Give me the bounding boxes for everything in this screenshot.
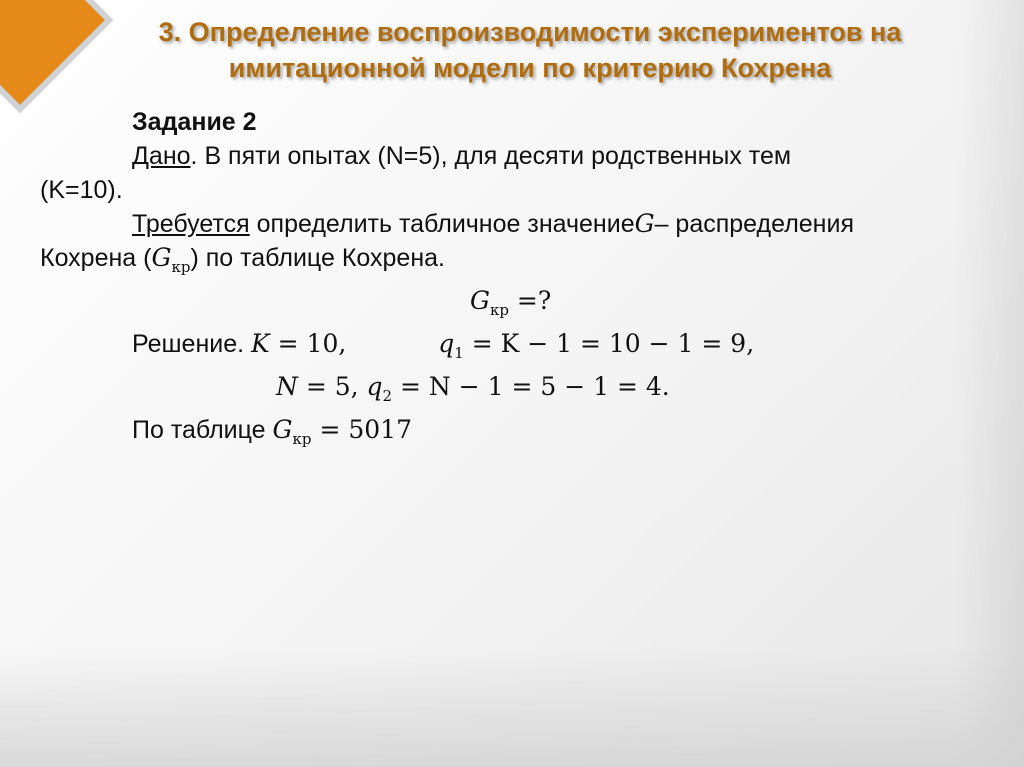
required-line-1 (40, 207, 980, 241)
given-text: . В пяти опытах (N=5), для десяти родственных тем (190, 142, 792, 170)
given-line-2: (K=10). (40, 176, 123, 204)
required-text-b: – распределения (654, 210, 854, 238)
question-subscript: кр (489, 301, 509, 319)
q2-equation: = N − 1 = 5 − 1 = 4. (392, 372, 670, 401)
question-formula (40, 284, 980, 327)
required-text-2a: Кохрена ( (40, 244, 152, 272)
q1-subscript: 1 (454, 344, 464, 362)
symbol-g-kr: G (151, 243, 172, 272)
table-label: По таблице (132, 416, 266, 444)
n-symbol: N (276, 372, 298, 401)
solution-k: K (251, 329, 270, 358)
question-g: G (470, 286, 490, 315)
q2-symbol: q (366, 372, 383, 401)
solution-line-2 (40, 370, 980, 413)
slide-title (70, 14, 990, 86)
solution-line-1 (40, 327, 980, 370)
table-line (40, 413, 980, 456)
required-text-2b: ) по таблице Кохрена. (190, 244, 445, 272)
slide-body (40, 105, 980, 456)
q2-subscript: 2 (382, 387, 393, 405)
required-line-2 (40, 241, 980, 284)
given-sentence (132, 139, 791, 173)
given-line-1 (40, 139, 980, 173)
required-text-a: определить табличное значение (256, 210, 635, 238)
given-label: Дано (132, 142, 191, 170)
required-label: Требуется (132, 210, 250, 238)
n-equation: = 5, (297, 372, 367, 401)
title-line-1: 3. Определение воспроизводимости экспериментов на (158, 17, 902, 47)
solution-k-eq: = 10, (269, 329, 347, 358)
bottom-shadow (0, 647, 1024, 767)
solution-label: Решение. (132, 330, 245, 358)
title-line-2: имитационной модели по критерию Кохрена (228, 53, 832, 83)
table-g: G (272, 415, 293, 444)
symbol-g: G (634, 209, 655, 238)
q1-symbol: q (438, 329, 455, 358)
task-heading: Задание 2 (132, 108, 257, 136)
q1-equation: = K − 1 = 10 − 1 = 9, (463, 329, 755, 358)
subscript-kr: кр (171, 258, 191, 276)
table-value: = 5017 (311, 415, 412, 444)
table-subscript: кр (292, 430, 312, 448)
question-tail: =? (508, 286, 552, 315)
